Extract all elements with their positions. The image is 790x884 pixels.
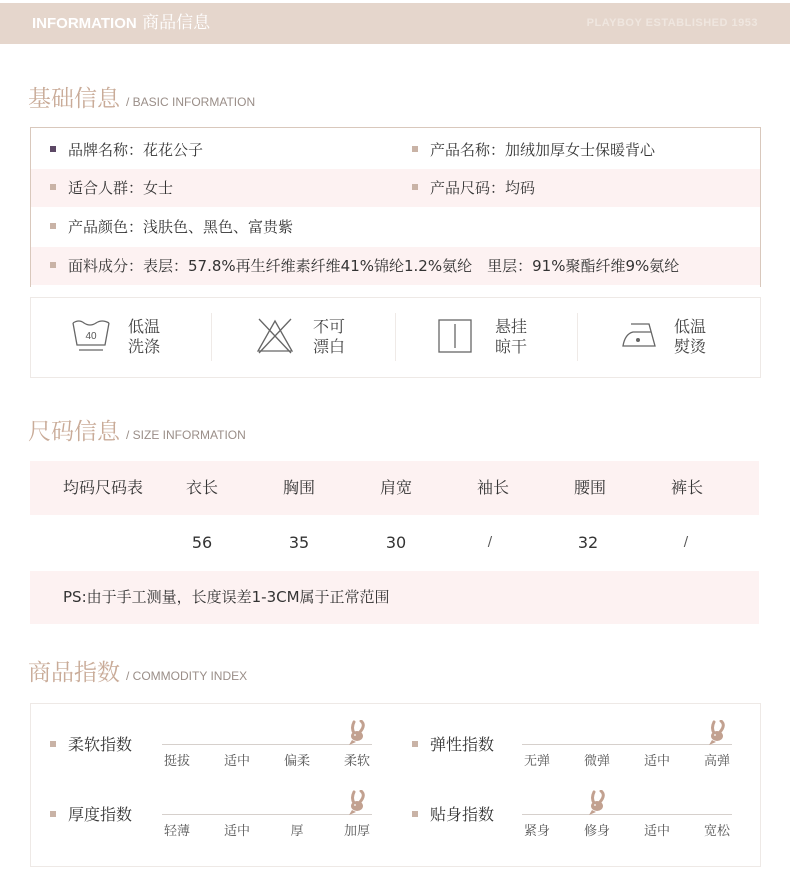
- size-value-cell: /: [683, 535, 689, 550]
- index-label: [50, 802, 132, 825]
- index-tick-label: 微弹: [583, 754, 610, 769]
- bunny-marker-icon: [345, 790, 369, 816]
- size-value-cell: 32: [577, 533, 599, 552]
- size-note: [30, 571, 759, 624]
- info-brand: [50, 131, 203, 169]
- size-header-cell: 肩宽: [379, 478, 412, 497]
- bullet-icon: [412, 741, 418, 747]
- bullet-icon: [412, 811, 418, 817]
- no-bleach-icon: [255, 317, 295, 355]
- care-line1: 不可: [313, 317, 346, 336]
- size-title-en: / SIZE INFORMATION: [126, 428, 246, 442]
- index-tick-label: 适中: [643, 824, 670, 839]
- index-tick-label: 高弹: [703, 754, 730, 769]
- index-label: [50, 732, 132, 755]
- size-table-row: [30, 515, 759, 571]
- index-title-cn: 商品指数: [28, 660, 120, 686]
- index-tick-label: 厚: [290, 824, 304, 839]
- bullet-icon: [50, 223, 56, 229]
- bunny-marker-icon: [345, 720, 369, 746]
- basic-title-cn: 基础信息: [28, 86, 120, 112]
- index-tick-label: 加厚: [343, 824, 370, 839]
- basic-title-en: / BASIC INFORMATION: [126, 95, 256, 109]
- care-text: [128, 317, 168, 357]
- info-row: [31, 208, 760, 246]
- divider: [577, 313, 578, 361]
- bullet-icon: [50, 811, 56, 817]
- care-text: [313, 317, 353, 357]
- index-tick-label: 柔软: [343, 754, 370, 769]
- info-row: [31, 247, 760, 285]
- size-header-cell: 均码尺码表: [63, 478, 144, 497]
- bullet-icon: [50, 146, 56, 152]
- index-track: [162, 744, 372, 745]
- care-hang: [437, 298, 577, 377]
- size-value-cell: /: [487, 535, 493, 550]
- info-colors-text: 产品颜色：浅肤色、黑色、富贵紫: [68, 218, 294, 236]
- size-header-cell: 裤长: [670, 478, 703, 497]
- bullet-icon: [412, 146, 418, 152]
- info-audience-text: 适合人群：女士: [68, 179, 174, 197]
- care-line1: 低温: [128, 317, 161, 336]
- care-line2: 晾干: [495, 337, 528, 356]
- bullet-icon: [50, 262, 56, 268]
- size-header-cell: 袖长: [476, 478, 509, 497]
- care-line2: 洗涤: [128, 337, 161, 356]
- info-material-text: 面料成分：表层：57.8%再生纤维素纤维41%锦纶1.2%氨纶 里层：91%聚酯纤维9%氨纶: [68, 257, 680, 275]
- wash-40-icon: [71, 317, 111, 353]
- size-value-cell: 30: [385, 533, 407, 552]
- wash-temp-label: 40: [85, 331, 97, 342]
- index-track: [522, 744, 732, 745]
- header-banner: [0, 3, 790, 44]
- care-text: [495, 317, 535, 357]
- info-size: [412, 169, 535, 207]
- info-product: [412, 131, 655, 169]
- size-header-cell: 腰围: [573, 478, 606, 497]
- index-tick-label: 紧身: [523, 824, 550, 839]
- index-title-en: / COMMODITY INDEX: [126, 669, 248, 683]
- index-label-text: 弹性指数: [430, 735, 495, 754]
- care-box: [30, 297, 761, 378]
- hang-dry-icon: [437, 318, 473, 354]
- index-label-text: 柔软指数: [68, 735, 133, 754]
- index-label-text: 厚度指数: [68, 805, 133, 824]
- care-line1: 悬挂: [495, 317, 528, 336]
- size-title-cn: 尺码信息: [28, 419, 120, 445]
- index-tick-label: 适中: [643, 754, 670, 769]
- info-audience: [50, 169, 173, 207]
- index-tick-label: 偏柔: [283, 754, 310, 769]
- bunny-marker-icon: [705, 720, 729, 746]
- index-tick-label: 适中: [223, 824, 250, 839]
- banner-title: [32, 3, 210, 44]
- index-tick-label: 宽松: [703, 824, 730, 839]
- care-line2: 熨烫: [674, 337, 707, 356]
- size-note-text: PS:由于手工测量，长度误差1-3CM属于正常范围: [63, 588, 390, 606]
- care-line2: 漂白: [313, 337, 346, 356]
- size-value-cell: 56: [191, 533, 213, 552]
- basic-info-box: [30, 127, 761, 287]
- info-row: [31, 131, 760, 169]
- index-label-text: 贴身指数: [430, 805, 495, 824]
- index-track: [522, 814, 732, 815]
- banner-brand-text: PLAYBOY ESTABLISHED 1953: [586, 17, 758, 29]
- bullet-icon: [50, 184, 56, 190]
- care-line1: 低温: [674, 317, 707, 336]
- care-text: [674, 317, 714, 357]
- index-label: [412, 802, 494, 825]
- info-product-text: 产品名称：加绒加厚女士保暖背心: [430, 141, 656, 159]
- size-value-cell: 35: [288, 533, 310, 552]
- care-bleach: [255, 298, 395, 377]
- index-tick-label: 无弹: [523, 754, 550, 769]
- bullet-icon: [50, 741, 56, 747]
- size-table-header: [30, 461, 759, 515]
- index-tick-label: 修身: [583, 824, 610, 839]
- index-tick-label: 挺拔: [163, 754, 190, 769]
- divider: [211, 313, 212, 361]
- index-track: [162, 814, 372, 815]
- info-row: [31, 169, 760, 207]
- size-section-title: [28, 413, 246, 446]
- size-header-cell: 胸围: [282, 478, 315, 497]
- bunny-marker-icon: [585, 790, 609, 816]
- banner-title-cn: 商品信息: [142, 13, 211, 33]
- index-box: [30, 703, 761, 867]
- banner-title-en: INFORMATION: [32, 15, 137, 32]
- care-wash: [71, 298, 211, 377]
- info-size-text: 产品尺码：均码: [430, 179, 536, 197]
- care-iron: [621, 298, 759, 377]
- bullet-icon: [412, 184, 418, 190]
- index-label: [412, 732, 494, 755]
- index-tick-label: 适中: [223, 754, 250, 769]
- info-colors: [50, 208, 293, 246]
- basic-section-title: [28, 80, 255, 113]
- info-material: [50, 247, 679, 285]
- index-tick-label: 轻薄: [163, 824, 190, 839]
- iron-low-icon: [621, 320, 659, 350]
- index-section-title: [28, 654, 247, 687]
- info-brand-text: 品牌名称：花花公子: [68, 141, 204, 159]
- divider: [395, 313, 396, 361]
- size-header-cell: 衣长: [185, 478, 218, 497]
